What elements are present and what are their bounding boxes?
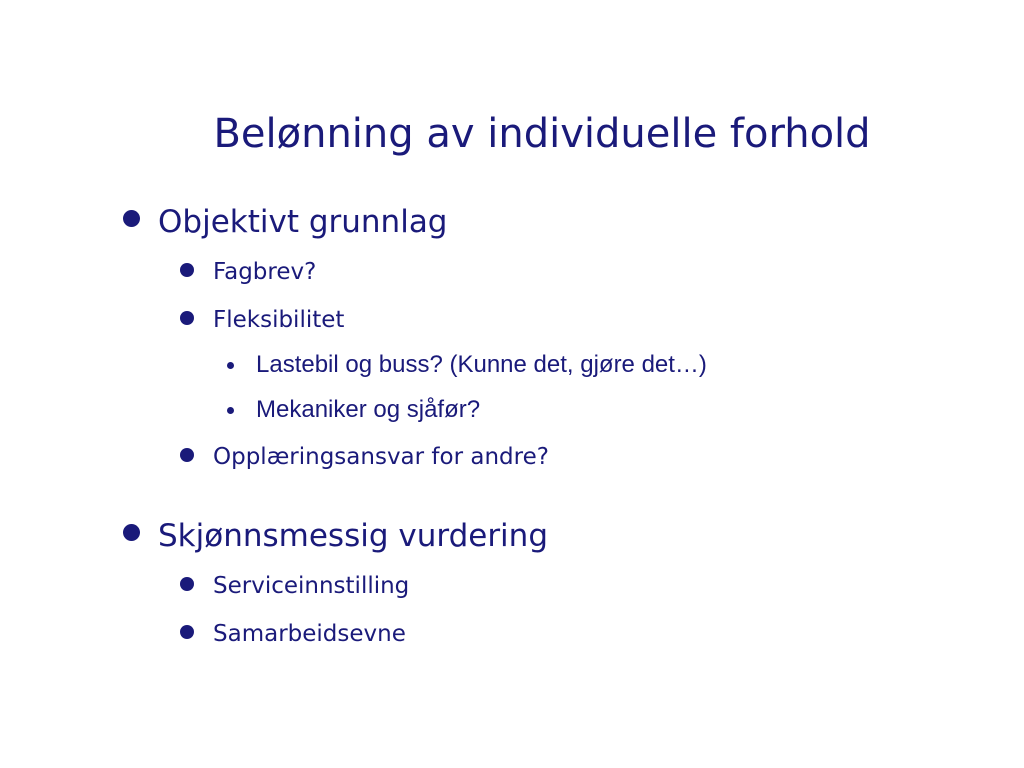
slide-title: Belønning av individuelle forhold [213, 111, 871, 157]
bullet-label: Samarbeidsevne [213, 621, 406, 647]
bullet-dot-icon [180, 448, 194, 462]
bullet-objektivt-grunnlag [158, 202, 448, 242]
bullet-dot-icon [180, 311, 194, 325]
bullet-mekaniker-og-sjafor [256, 395, 480, 425]
bullet-fagbrev [213, 257, 316, 287]
bullet-dot-icon [180, 263, 194, 277]
bullet-opplaeringsansvar [213, 442, 549, 472]
bullet-label: Serviceinnstilling [213, 573, 410, 599]
bullet-dot-icon [227, 407, 234, 414]
bullet-label: Mekaniker og sjåfør? [256, 396, 481, 423]
bullet-label: Lastebil og buss? (Kunne det, gjøre det…) [256, 351, 707, 378]
bullet-samarbeidsevne [213, 619, 406, 649]
bullet-label: Opplæringsansvar for andre? [213, 444, 549, 470]
bullet-label: Skjønnsmessig vurdering [158, 518, 548, 554]
bullet-dot-icon [180, 625, 194, 639]
bullet-serviceinnstilling [213, 571, 409, 601]
bullet-skjonnsmessig-vurdering [158, 516, 548, 556]
bullet-dot-icon [123, 524, 140, 541]
bullet-dot-icon [123, 210, 140, 227]
bullet-label: Objektivt grunnlag [158, 204, 448, 240]
bullet-dot-icon [227, 362, 234, 369]
bullet-label: Fleksibilitet [213, 307, 345, 333]
bullet-lastebil-og-buss [256, 350, 707, 380]
bullet-label: Fagbrev? [213, 259, 317, 285]
bullet-dot-icon [180, 577, 194, 591]
bullet-fleksibilitet [213, 305, 344, 335]
